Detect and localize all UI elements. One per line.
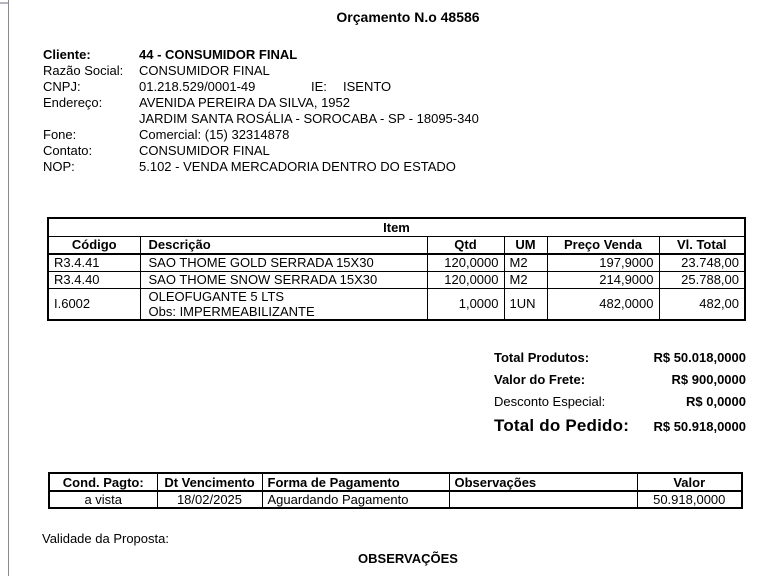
cell-qtd: 120,0000 [427, 271, 504, 288]
table-row [48, 254, 745, 271]
client-info [43, 47, 479, 175]
col-header-valor: Valor [637, 473, 742, 491]
client-row-contato [43, 143, 479, 159]
cell-preco: 197,9000 [547, 254, 659, 271]
table-row [48, 271, 745, 288]
cell-total: 25.788,00 [659, 271, 745, 288]
total-pedido-value: R$ 50.918,0000 [653, 419, 746, 434]
cnpj-value: 01.218.529/0001-49 [139, 79, 256, 94]
cell-descricao: SAO THOME GOLD SERRADA 15X30 [140, 254, 427, 271]
cell-qtd: 1,0000 [427, 288, 504, 320]
item-table-header-row [48, 236, 745, 254]
ie-value: ISENTO [343, 79, 392, 94]
table-row [48, 288, 745, 320]
cell-descricao [140, 288, 427, 320]
cell-qtd: 120,0000 [427, 254, 504, 271]
nop-value: 5.102 - VENDA MERCADORIA DENTRO DO ESTADO [139, 159, 456, 174]
contato-value: CONSUMIDOR FINAL [139, 143, 270, 158]
cell-total: 482,00 [659, 288, 745, 320]
col-header-codigo: Código [48, 236, 140, 254]
desconto-label: Desconto Especial: [494, 394, 606, 409]
descricao-line2: Obs: IMPERMEABILIZANTE [148, 303, 315, 319]
fone-label: Fone: [43, 127, 77, 142]
valor-frete-row [494, 372, 746, 394]
col-header-dt-vencimento: Dt Vencimento [157, 473, 262, 491]
cell-codigo: I.6002 [48, 288, 140, 320]
cell-dt-vencimento: 18/02/2025 [157, 491, 262, 508]
cell-um: 1UN [504, 288, 547, 320]
col-header-forma-pagamento: Forma de Pagamento [262, 473, 449, 491]
client-row-cnpj [43, 79, 479, 95]
fone-value: Comercial: (15) 32314878 [139, 127, 290, 142]
payment-table [48, 472, 743, 509]
cnpj-label: CNPJ: [43, 79, 81, 94]
payment-header-row [49, 473, 742, 491]
col-header-descricao: Descrição [140, 236, 427, 254]
cell-um: M2 [504, 271, 547, 288]
observacoes-title: OBSERVAÇÕES [358, 551, 458, 566]
col-header-qtd: Qtd [427, 236, 504, 254]
razao-label: Razão Social: [43, 63, 124, 78]
endereco2-value: JARDIM SANTA ROSÁLIA - SOROCABA - SP - 18095-340 [139, 111, 479, 126]
validade-proposta-label: Validade da Proposta: [42, 531, 169, 546]
col-header-preco: Preço Venda [547, 236, 659, 254]
razao-value: CONSUMIDOR FINAL [139, 63, 270, 78]
total-produtos-row [494, 350, 746, 372]
nop-label: NOP: [43, 159, 75, 174]
page-title: Orçamento N.o 48586 [336, 9, 480, 25]
cell-um: M2 [504, 254, 547, 271]
contato-label: Contato: [43, 143, 93, 158]
cell-forma-pagamento: Aguardando Pagamento [262, 491, 449, 508]
client-row-fone [43, 127, 479, 143]
cell-codigo: R3.4.40 [48, 271, 140, 288]
cliente-label: Cliente: [43, 47, 91, 62]
cell-codigo: R3.4.41 [48, 254, 140, 271]
descricao-line1: OLEOFUGANTE 5 LTS [148, 288, 285, 304]
total-produtos-label: Total Produtos: [494, 350, 590, 365]
total-pedido-row [494, 416, 746, 442]
endereco2-spacer [43, 111, 139, 127]
item-table-title-row [48, 218, 745, 236]
client-row-endereco [43, 95, 479, 111]
cell-descricao: SAO THOME SNOW SERRADA 15X30 [140, 271, 427, 288]
table-row [49, 491, 742, 508]
valor-frete-value: R$ 900,0000 [671, 372, 746, 387]
desconto-value: R$ 0,0000 [686, 394, 746, 409]
total-produtos-value: R$ 50.018,0000 [653, 350, 746, 365]
col-header-um: UM [504, 236, 547, 254]
endereco-label: Endereço: [43, 95, 103, 110]
client-row-razao [43, 63, 479, 79]
cell-valor: 50.918,0000 [637, 491, 742, 508]
client-row-nop [43, 159, 479, 175]
document-page [8, 0, 780, 576]
desconto-row [494, 394, 746, 416]
client-row-endereco2 [43, 111, 479, 127]
col-header-observacoes: Observações [449, 473, 637, 491]
endereco-value: AVENIDA PEREIRA DA SILVA, 1952 [139, 95, 350, 110]
cell-preco: 482,0000 [547, 288, 659, 320]
col-header-cond-pagto: Cond. Pagto: [49, 473, 157, 491]
item-table [47, 217, 746, 321]
item-table-title: Item [48, 218, 745, 236]
cell-observacoes [449, 491, 637, 508]
col-header-total: Vl. Total [659, 236, 745, 254]
cell-cond-pagto: a vista [49, 491, 157, 508]
ie-label: IE: [311, 79, 327, 94]
totals-section [494, 350, 746, 442]
cell-total: 23.748,00 [659, 254, 745, 271]
cliente-value: 44 - CONSUMIDOR FINAL [139, 47, 298, 62]
client-row-cliente [43, 47, 479, 63]
valor-frete-label: Valor do Frete: [494, 372, 586, 387]
cell-preco: 214,9000 [547, 271, 659, 288]
total-pedido-label: Total do Pedido: [494, 416, 630, 435]
